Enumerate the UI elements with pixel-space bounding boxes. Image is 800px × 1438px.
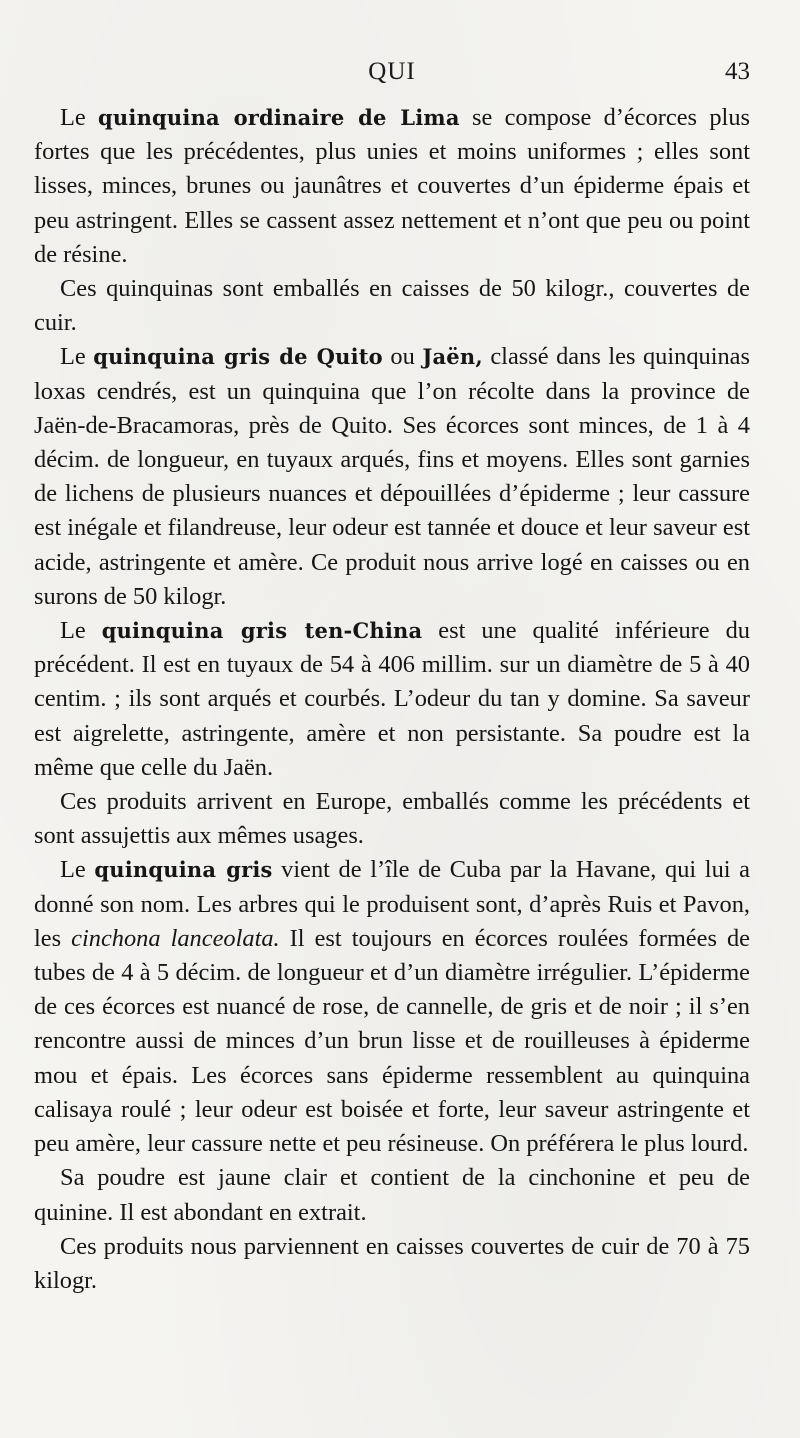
paragraph-lead: Le	[60, 856, 95, 884]
term-quinquina-ordinaire-de-lima: quinquina ordinaire de Lima	[98, 105, 460, 130]
species-name: cinchona lanceolata.	[71, 924, 280, 952]
paragraph-text: Sa poudre est jaune clair et contient de la cinchonine et peu de quinine. Il est abondant en extrait.	[34, 1164, 750, 1226]
paragraph-text: est une qualité inférieure du précédent. Il est en tuyaux de 54 à 406 millim. sur un diamètre de 5 à 40 centim. ; ils sont arqués et courbés. L’odeur du tan y domine. Sa saveur est aigrelette, astringente, amère et non persistante. Sa poudre est la même que celle du Jaën.	[34, 617, 750, 781]
paragraph-packaging-europe	[34, 785, 750, 853]
paragraph-lima	[34, 101, 750, 272]
paragraph-quito	[34, 340, 750, 614]
page-number: 43	[725, 58, 750, 85]
paragraph-packaging-lima	[34, 272, 750, 340]
term-quinquina-gris-de-quito: quinquina gris de Quito	[93, 344, 383, 370]
paragraph-text: classé dans les quinquinas loxas cendrés, est un quinquina que l’on récolte dans la province de Jaën-de-Bracamoras, près de Quito. Ses écorces sont minces, de 1 à 4 décim. de longueur, en tuyaux arqués, fins et moyens. Elles sont garnies de lichens de plusieurs nuances et dépouillées d’épiderme ; leur cassure est inégale et filandreuse, leur odeur est tannée et douce et leur saveur est acide, astringente et amère. Ce produit nous arrive logé en caisses ou en surons de 50 kilogr.	[34, 343, 750, 610]
paragraph-lead: Le	[60, 343, 94, 371]
term-quinquina-gris: quinquina gris	[94, 857, 273, 883]
paragraph-lead: Le	[60, 104, 99, 131]
paragraph-ten-china	[34, 614, 750, 785]
term-quinquina-gris-ten-china: quinquina gris ten-China	[101, 618, 423, 644]
paragraph-text: Ces produits arrivent en Europe, emballés comme les précédents et sont assujettis aux mêmes usages.	[34, 788, 750, 850]
paragraph-text-continued: Il est toujours en écorces roulées formées de tubes de 4 à 5 décim. de longueur et d’un diamètre irrégulier. L’épiderme de ces écorces est nuancé de rose, de cannelle, de gris et de noir ; il s’en rencontre aussi de minces d’un brun lisse et de rouilleuses à épiderme mou et épais. Les écorces sans épiderme ressemblent au quinquina calisaya roulé ; leur odeur est boisée et forte, leur saveur astringente et peu amère, leur cassure nette et peu résineuse. On préférera le plus lourd.	[34, 924, 750, 1158]
paragraph-text: vient de l’île de Cuba par la Havane, qui lui a donné son nom. Les arbres qui le produisent sont, d’après Ruis et Pavon, les	[34, 856, 750, 952]
body-text	[34, 101, 750, 1298]
paragraph-poudre	[34, 1161, 750, 1229]
paragraph-text: Ces produits nous parviennent en caisses couvertes de cuir de 70 à 75 kilogr.	[34, 1232, 750, 1294]
paragraph-text: Ces quinquinas sont emballés en caisses de 50 kilogr., couvertes de cuir.	[34, 275, 750, 337]
running-head: QUI	[368, 58, 416, 85]
paragraph-havane	[34, 853, 750, 1161]
paragraph-connector: ou	[382, 343, 423, 371]
paragraph-text: se compose d’écorces plus fortes que les précédentes, plus unies et moins uniformes ; elles sont lisses, minces, brunes ou jaunâtres et couvertes d’un épiderme épais et peu astringent. Elles se cassent assez nettement et n’ont que peu ou point de résine.	[34, 104, 751, 268]
paragraph-packaging-cuir	[34, 1230, 750, 1298]
page-header	[34, 58, 750, 94]
term-jaen: Jaën,	[422, 344, 483, 370]
paragraph-lead: Le	[60, 617, 102, 645]
